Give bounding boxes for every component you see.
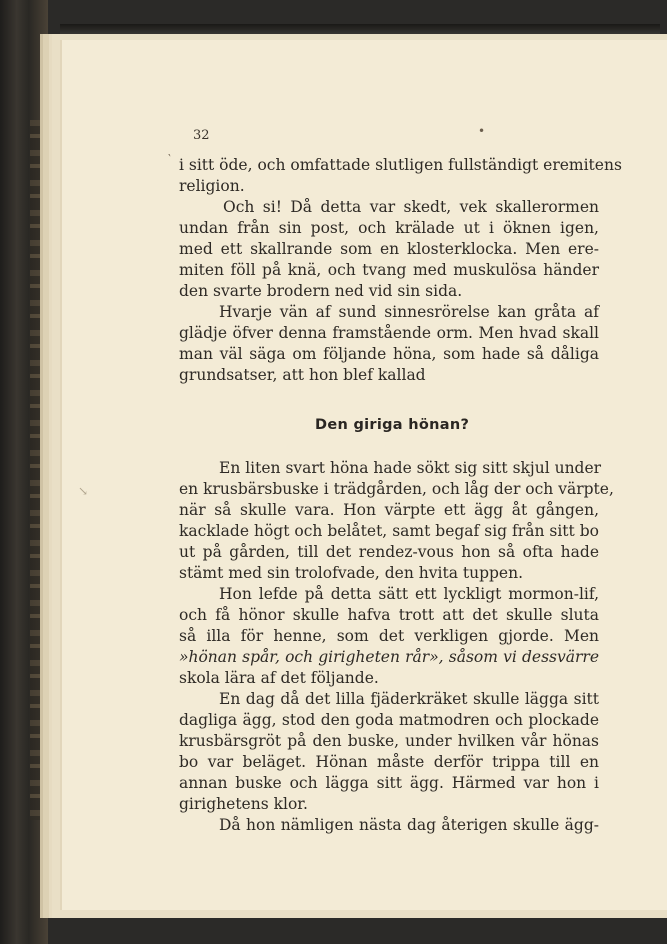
text-line: girighetens klor. [179, 795, 308, 813]
page-number: 32 [193, 128, 210, 143]
text-line: stämt med sin trolofvade, den hvita tuppen. [179, 564, 523, 582]
text-line: ut på gården, till det rendez-vous hon så ofta hade [179, 543, 599, 561]
text-line: Och si! Då detta var skedt, vek skallerormen [223, 198, 599, 216]
text-line: En liten svart höna hade sökt sig sitt skjul under [219, 459, 602, 477]
text-line: en krusbärsbuske i trädgården, och låg der och värpte, [179, 480, 614, 498]
text-line: med ett skallrande som en klosterklocka. Men ere- [179, 240, 599, 258]
text-line: dagliga ägg, stod den goda matmodren och plockade [179, 711, 599, 729]
text-line: skola lära af det följande. [179, 669, 379, 687]
text-line: Hon lefde på detta sätt ett lyckligt mormon-lif, [219, 585, 599, 603]
text-line: religion. [179, 177, 245, 195]
text-line: annan buske och lägga sitt ägg. Härmed var hon i [179, 774, 599, 792]
text-line: krusbärsgröt på den buske, under hvilken vår hönas [179, 732, 599, 750]
text-line: Då hon nämligen nästa dag återigen skulle ägg- [219, 816, 599, 834]
text-line: kacklade högt och belåtet, samt begaf sig från sitt bo [179, 522, 599, 540]
pencil-mark: ‵ [168, 152, 171, 166]
text-line: Hvarje vän af sund sinnesrörelse kan gråta af [219, 303, 599, 321]
margin-mark: ↘ [78, 484, 89, 498]
text-line: grundsatser, att hon blef kallad [179, 366, 426, 384]
text-line: man väl säga om följande höna, som hade så dåliga [179, 345, 599, 363]
text-line-quote: »hönan spår, och girigheten rår», såsom vi dessvärre [179, 648, 599, 666]
text-line: och få hönor skulle hafva trott att det skulle sluta [179, 606, 599, 624]
text-line: miten föll på knä, och tvang med muskulösa händer [179, 261, 599, 279]
ink-speck: • [478, 124, 486, 138]
section-heading: Den giriga hönan? [315, 417, 470, 433]
text-line: glädje öfver denna framstående orm. Men hvad skall [179, 324, 599, 342]
text-line: när så skulle vara. Hon värpte ett ägg åt gången, [179, 501, 599, 519]
text-line: En dag då det lilla fjäderkräket skulle lägga sitt [219, 690, 599, 708]
text-line: undan från sin post, och krälade ut i öknen igen, [179, 219, 599, 237]
text-line: bo var beläget. Hönan måste derför trippa till en [179, 753, 599, 771]
text-line: i sitt öde, och omfattade slutligen fullständigt eremitens [179, 156, 622, 174]
text-line: den svarte brodern ned vid sin sida. [179, 282, 463, 300]
text-line: så illa för henne, som det verkligen gjorde. Men [179, 627, 599, 645]
